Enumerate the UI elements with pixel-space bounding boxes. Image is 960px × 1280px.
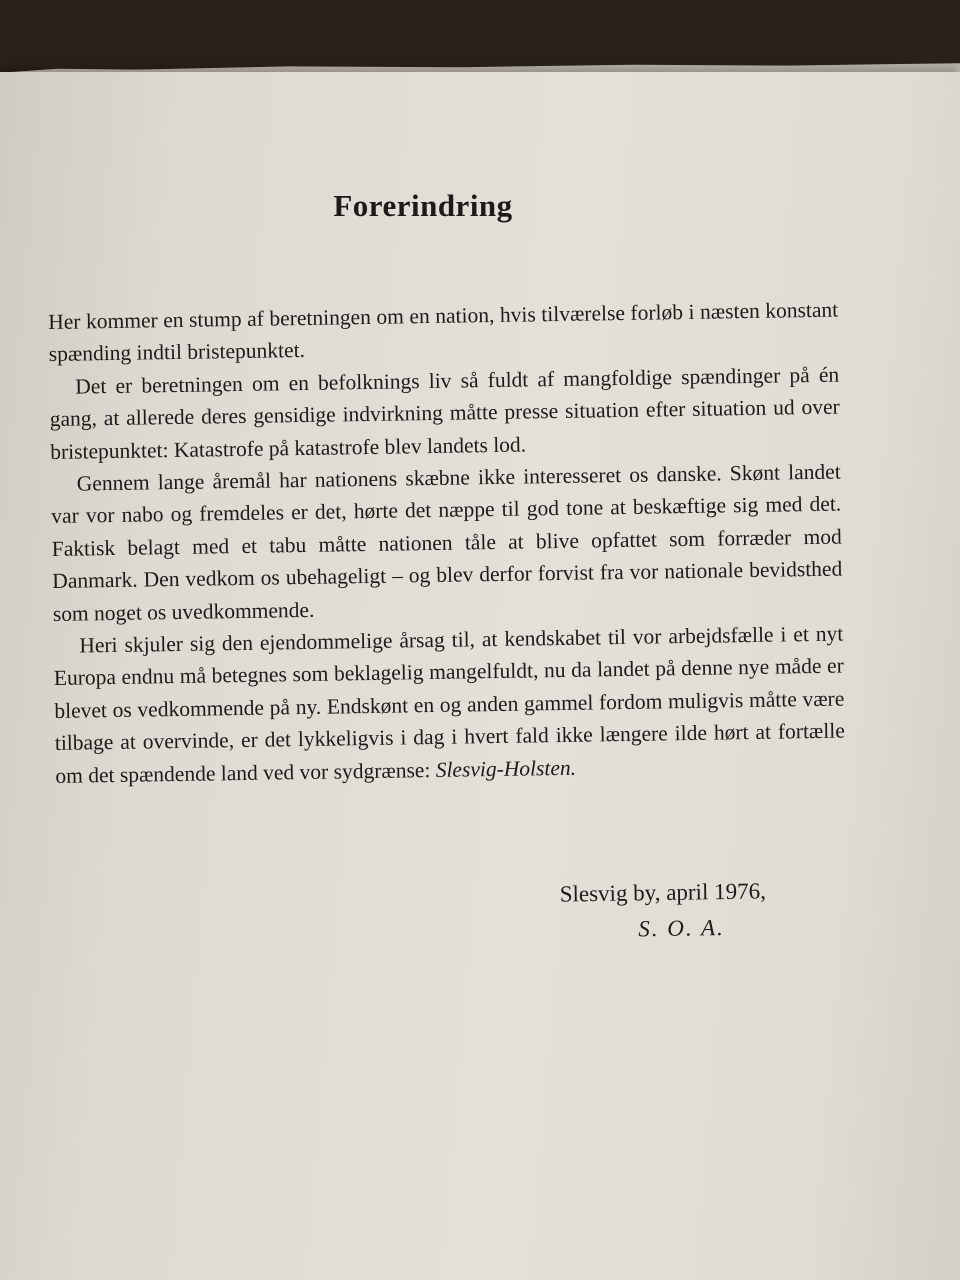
page-content	[48, 188, 845, 792]
paragraph-3: Gennem lange åremål har nationens skæbne ikke interesseret os danske. Skønt landet var vor nabo og fremdeles er det, hørte det næppe til god tone at beskæftige sig med det. Faktisk belagt med et tabu måtte nationen tåle at blive opfattet som forræder mod Danmark. Den vedkom os ubehageligt – og blev derfor forvist fra vor nationale bevidsthed som noget os uvedkommende.	[51, 459, 843, 626]
paragraph-1: Her kommer en stump af beretningen om en nation, hvis tilværelse forløb i næsten konstant spænding indtil bristepunktet.	[48, 297, 839, 367]
paragraph-4-text: Heri skjuler sig den ejendommelige årsag til, at kendskabet til vor arbejdsfælle i et nyt Europa endnu må betegnes som beklagelig mangelfuldt, nu da landet på denne nye måde er blevet os vedkommende på ny. Endskønt en og anden gammel fordom muligvis måtte være tilbage at overvinde, er det lykkeligvis i dag i hvert fald ikke længere ilde hørt at fortælle om det spændende land ved vor sydgrænse:	[53, 621, 845, 788]
body-text	[48, 294, 846, 792]
paragraph-4-emphasis: Slesvig-Holsten.	[435, 755, 577, 782]
paragraph-4	[53, 618, 845, 792]
signature-place-date: Slesvig by, april 1976,	[559, 878, 767, 907]
signature-block	[559, 873, 766, 948]
paragraph-2: Det er beretningen om en befolknings liv så fuldt af mangfoldige spændinger på én gang, at allerede deres gensidige indvirkning måtte presse situation efter situation ud over bristepunktet: Katastrofe på katastrofe blev landets lod.	[49, 362, 840, 464]
book-page	[0, 72, 960, 1280]
page-title: Forerindring	[333, 188, 513, 223]
signature-initials: S. O. A.	[638, 915, 725, 942]
